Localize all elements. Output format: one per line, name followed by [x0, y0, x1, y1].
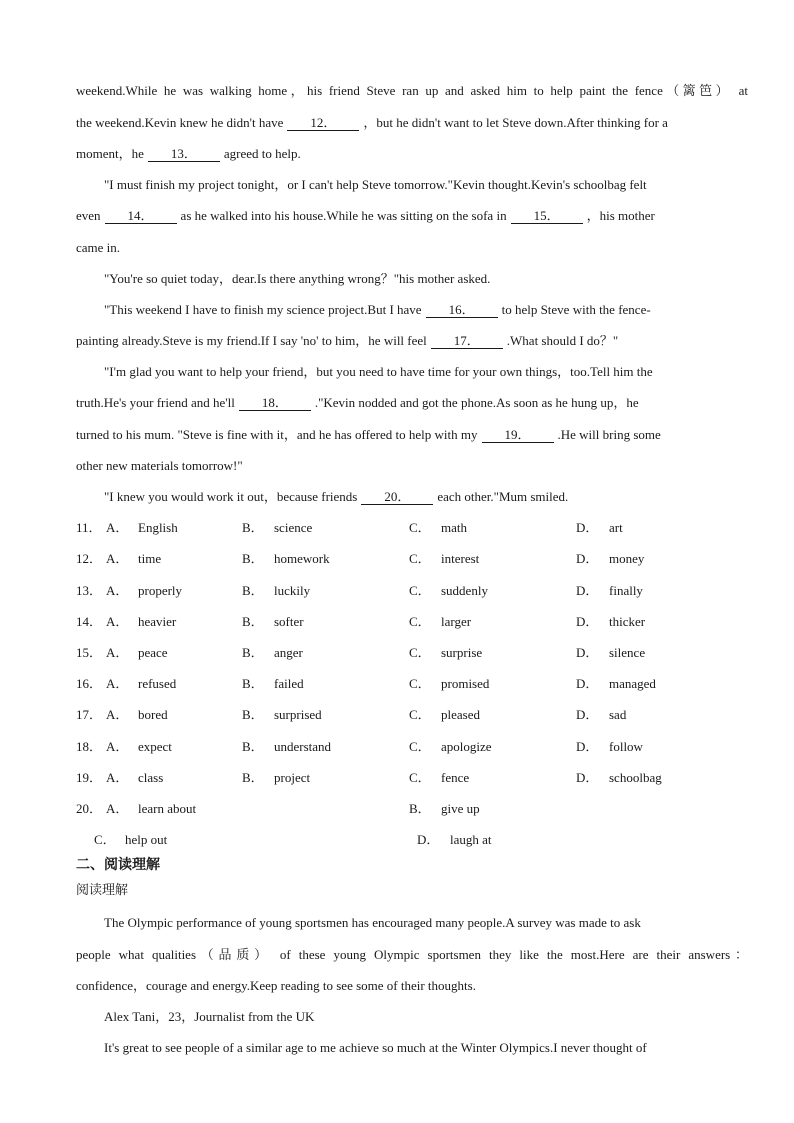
option-text: time	[138, 551, 162, 566]
reading-text: It's great to see people of a similar age to me achieve so much at the Winter Olympics.I never thought of	[104, 1040, 647, 1055]
blank-13: 13．	[148, 147, 220, 162]
passage-text: agreed to help.	[223, 146, 301, 161]
option-text: help out	[125, 832, 168, 847]
option-letter: C．	[94, 832, 116, 847]
reading-text: people what qualities（品质） of these young Olympic sportsmen they like the most.Here are their answers：	[76, 947, 748, 962]
option-text: homework	[274, 551, 330, 566]
option-letter: A．	[106, 520, 129, 535]
reading-text: Alex Tani，23，Journalist from the UK	[104, 1009, 315, 1024]
question-number: 12．	[76, 551, 103, 566]
option-text: heavier	[138, 614, 177, 629]
option-text: bored	[138, 707, 168, 722]
option-letter: A．	[106, 551, 129, 566]
blank-15: 15．	[511, 209, 583, 224]
passage-line	[76, 458, 748, 474]
section-heading: 二、阅读理解	[76, 857, 160, 873]
blank-16: 16．	[426, 303, 498, 318]
option-text: softer	[274, 614, 304, 629]
option-text: properly	[138, 583, 183, 598]
question-number: 15．	[76, 645, 103, 660]
option-letter: D．	[576, 614, 599, 629]
option-letter: B．	[242, 676, 264, 691]
question-options-row	[76, 801, 748, 817]
option-letter: D．	[576, 645, 599, 660]
option-text: interest	[441, 551, 480, 566]
reading-text: The Olympic performance of young sportsmen has encouraged many people.A survey was made to ask	[104, 915, 641, 930]
reading-text: confidence，courage and energy.Keep reading to see some of their thoughts.	[76, 978, 476, 993]
passage-text: even	[76, 208, 101, 223]
option-text: understand	[274, 739, 332, 754]
passage-text: turned to his mum. "Steve is fine with it，and he has offered to help with my	[76, 427, 478, 442]
passage-line	[104, 489, 748, 505]
option-letter: A．	[106, 801, 129, 816]
question-options-row	[76, 583, 748, 599]
option-letter: D．	[576, 520, 599, 535]
option-letter: A．	[106, 583, 129, 598]
passage-line	[76, 333, 748, 349]
blank-18: 18．	[239, 396, 311, 411]
question-options-row	[76, 832, 748, 848]
passage-text: the weekend.Kevin knew he didn't have	[76, 115, 284, 130]
passage-text: ，his mother	[586, 208, 655, 223]
passage-text: ."Kevin nodded and got the phone.As soon as he hung up，he	[314, 395, 639, 410]
question-number: 13．	[76, 583, 103, 598]
passage-line	[76, 240, 748, 256]
option-text: peace	[138, 645, 168, 660]
option-text: pleased	[441, 707, 480, 722]
question-options-row	[76, 770, 748, 786]
option-letter: C．	[409, 645, 431, 660]
option-letter: A．	[106, 770, 129, 785]
question-options-row	[76, 614, 748, 630]
passage-text: to help Steve with the fence-	[501, 302, 651, 317]
passage-text: as he walked into his house.While he was sitting on the sofa in	[180, 208, 507, 223]
option-letter: B．	[242, 770, 264, 785]
passage-line	[104, 302, 748, 318]
option-text: anger	[274, 645, 303, 660]
option-letter: B．	[242, 707, 264, 722]
option-letter: A．	[106, 676, 129, 691]
reading-line	[104, 1009, 748, 1025]
option-letter: B．	[242, 645, 264, 660]
option-text: science	[274, 520, 313, 535]
option-text: schoolbag	[609, 770, 662, 785]
blank-20: 20．	[361, 490, 433, 505]
option-letter: D．	[417, 832, 440, 847]
passage-text: ，but he didn't want to let Steve down.After thinking for a	[363, 115, 668, 130]
option-text: finally	[609, 583, 643, 598]
option-letter: C．	[409, 739, 431, 754]
question-options-row	[76, 520, 748, 536]
option-text: luckily	[274, 583, 311, 598]
question-number: 14．	[76, 614, 103, 629]
option-letter: B．	[242, 520, 264, 535]
passage-text: painting already.Steve is my friend.If I say 'no' to him，he will feel	[76, 333, 427, 348]
reading-line	[76, 947, 748, 963]
question-options-row	[76, 676, 748, 692]
blank-17: 17．	[431, 334, 503, 349]
passage-text: came in.	[76, 240, 121, 255]
option-text: expect	[138, 739, 172, 754]
question-options-row	[76, 645, 748, 661]
passage-line	[76, 427, 748, 443]
option-text: art	[609, 520, 623, 535]
option-text: class	[138, 770, 164, 785]
passage-line	[104, 177, 748, 193]
option-text: surprise	[441, 645, 483, 660]
option-text: give up	[441, 801, 480, 816]
option-text: fence	[441, 770, 470, 785]
option-text: surprised	[274, 707, 322, 722]
option-letter: B．	[242, 551, 264, 566]
option-text: refused	[138, 676, 177, 691]
option-letter: B．	[242, 739, 264, 754]
option-letter: C．	[409, 583, 431, 598]
option-letter: A．	[106, 614, 129, 629]
blank-14: 14．	[105, 209, 177, 224]
option-letter: C．	[409, 551, 431, 566]
option-letter: B．	[242, 583, 264, 598]
passage-line	[76, 208, 748, 224]
passage-line	[104, 271, 748, 287]
question-options-row	[76, 551, 748, 567]
blank-12: 12．	[287, 116, 359, 131]
option-text: project	[274, 770, 311, 785]
question-number: 17．	[76, 707, 103, 722]
option-text: English	[138, 520, 178, 535]
passage-text: other new materials tomorrow!"	[76, 458, 243, 473]
option-text: managed	[609, 676, 656, 691]
option-letter: A．	[106, 739, 129, 754]
passage-line	[76, 146, 748, 162]
option-letter: D．	[576, 770, 599, 785]
option-letter: B．	[242, 614, 264, 629]
blank-19: 19．	[482, 428, 554, 443]
option-letter: D．	[576, 739, 599, 754]
passage-line	[76, 115, 748, 131]
passage-text: "I must finish my project tonight，or I can't help Steve tomorrow."Kevin thought.Kevin's schoolbag felt	[104, 177, 647, 192]
option-text: sad	[609, 707, 627, 722]
option-letter: C．	[409, 614, 431, 629]
reading-line	[104, 1040, 748, 1056]
reading-line	[104, 915, 748, 931]
option-letter: A．	[106, 707, 129, 722]
option-letter: B．	[409, 801, 431, 816]
option-letter: D．	[576, 551, 599, 566]
option-letter: C．	[409, 770, 431, 785]
passage-text: .He will bring some	[557, 427, 661, 442]
question-options-row	[76, 739, 748, 755]
option-text: silence	[609, 645, 646, 660]
option-letter: C．	[409, 520, 431, 535]
option-text: apologize	[441, 739, 492, 754]
option-text: follow	[609, 739, 643, 754]
option-letter: C．	[409, 707, 431, 722]
passage-text: "This weekend I have to finish my science project.But I have	[104, 302, 422, 317]
passage-text: truth.He's your friend and he'll	[76, 395, 235, 410]
question-options-row	[76, 707, 748, 723]
option-text: thicker	[609, 614, 646, 629]
option-letter: D．	[576, 676, 599, 691]
question-number: 16．	[76, 676, 103, 691]
passage-text: weekend.While he was walking home，his friend Steve ran up and asked him to help paint the fence（篱笆） at	[76, 83, 748, 98]
passage-line	[76, 395, 748, 411]
option-text: suddenly	[441, 583, 488, 598]
option-letter: C．	[409, 676, 431, 691]
section-subheading: 阅读理解	[76, 883, 129, 898]
question-number: 11．	[76, 520, 102, 535]
passage-line	[104, 364, 748, 380]
option-text: learn about	[138, 801, 197, 816]
reading-line	[76, 978, 748, 994]
option-text: math	[441, 520, 467, 535]
option-letter: D．	[576, 583, 599, 598]
passage-text: "You're so quiet today，dear.Is there anything wrong？"his mother asked.	[104, 271, 491, 286]
option-letter: D．	[576, 707, 599, 722]
passage-text: moment，he	[76, 146, 144, 161]
option-text: promised	[441, 676, 490, 691]
option-letter: A．	[106, 645, 129, 660]
option-text: laugh at	[450, 832, 492, 847]
option-text: failed	[274, 676, 304, 691]
question-number: 20．	[76, 801, 103, 816]
option-text: money	[609, 551, 645, 566]
question-number: 18．	[76, 739, 103, 754]
question-number: 19．	[76, 770, 103, 785]
passage-text: "I'm glad you want to help your friend，but you need to have time for your own things，too.Tell him the	[104, 364, 653, 379]
passage-text: "I knew you would work it out，because friends	[104, 489, 358, 504]
option-text: larger	[441, 614, 472, 629]
passage-line	[76, 83, 748, 99]
passage-text: .What should I do？"	[506, 333, 619, 348]
passage-text: each other."Mum smiled.	[437, 489, 569, 504]
